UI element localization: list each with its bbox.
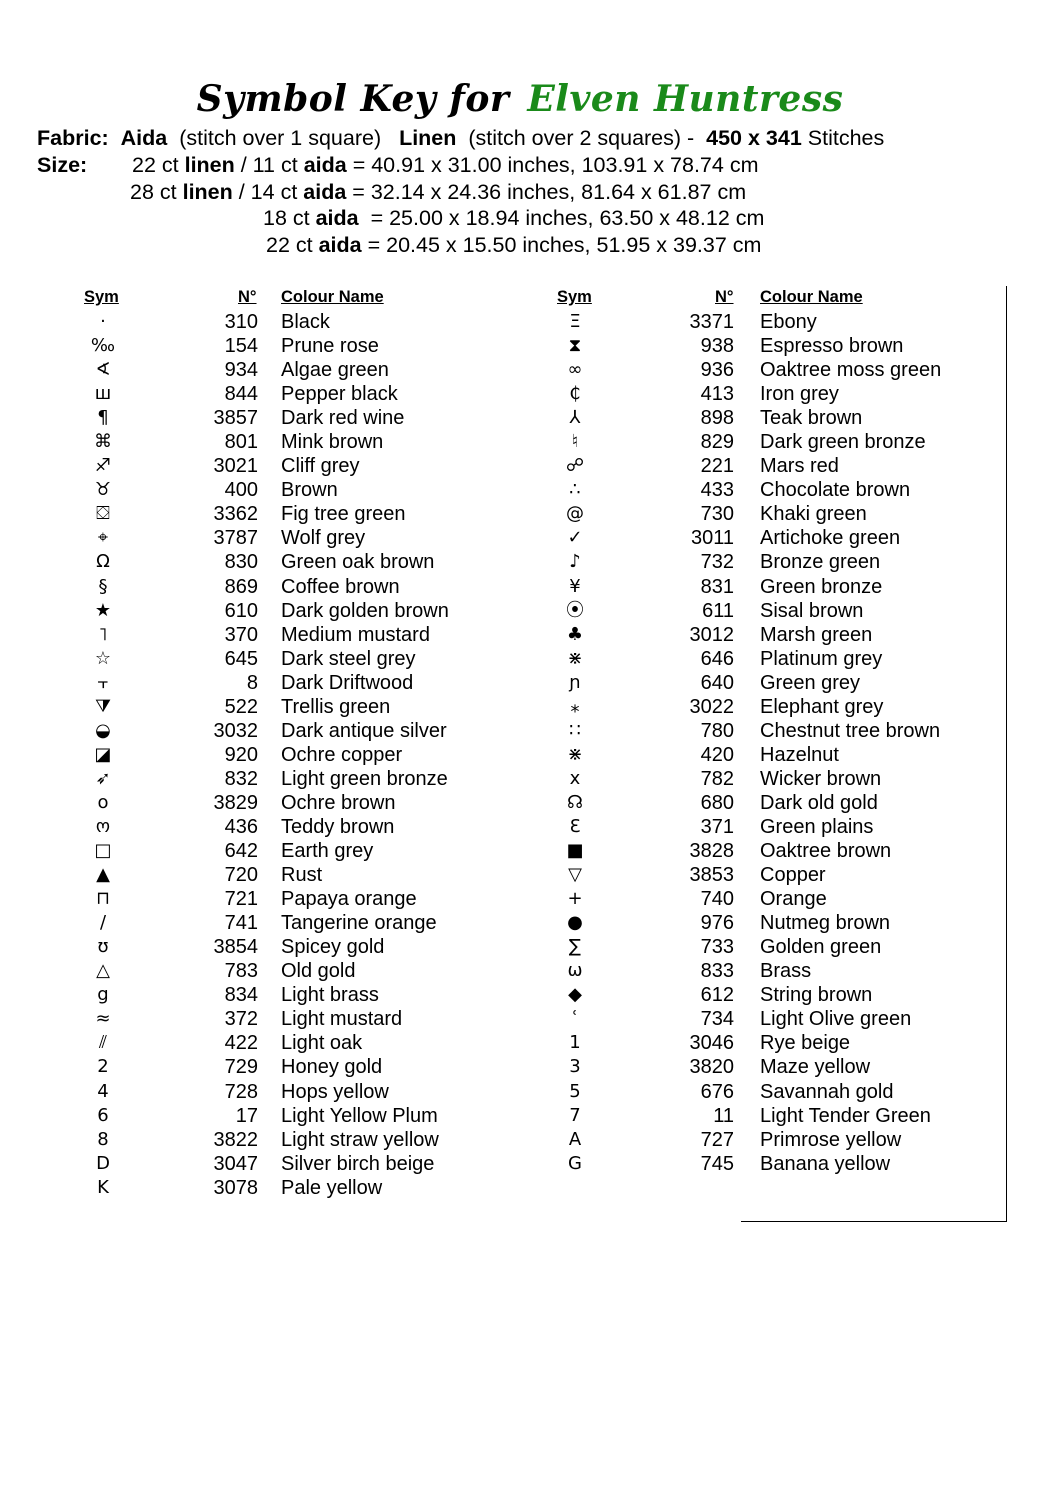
floss-number: 640 xyxy=(700,671,734,694)
colour-name: Khaki green xyxy=(760,503,867,526)
symbol: Ω xyxy=(96,551,110,573)
colour-name: Green bronze xyxy=(760,575,883,598)
symbol: ⁎ xyxy=(570,695,580,717)
floss-number: 3829 xyxy=(213,791,258,814)
fabric-line xyxy=(37,126,884,151)
size-bold-1: aida xyxy=(318,233,362,257)
symbol: ♮ xyxy=(571,431,579,453)
symbol: x xyxy=(569,767,581,789)
fabric-label: Fabric: xyxy=(37,126,109,150)
size-post: = 25.00 x 18.94 inches, 63.50 x 48.12 cm xyxy=(358,206,765,230)
size-pre: 18 ct xyxy=(263,206,316,230)
floss-number: 646 xyxy=(700,647,734,670)
symbol: ш xyxy=(94,383,112,405)
size-pre: 22 ct xyxy=(266,233,319,257)
colour-name: String brown xyxy=(760,984,873,1007)
floss-number: 733 xyxy=(700,936,734,959)
colour-name: Ochre brown xyxy=(281,791,396,814)
symbol: ♣ xyxy=(566,623,584,645)
floss-number: 741 xyxy=(224,912,258,935)
symbol: ☊ xyxy=(567,791,583,813)
colour-name: Honey gold xyxy=(281,1056,383,1079)
size-line xyxy=(266,233,761,258)
floss-number: 413 xyxy=(700,383,734,406)
symbol: K xyxy=(97,1176,109,1198)
symbol: 4 xyxy=(97,1080,109,1102)
symbol: D xyxy=(96,1152,110,1174)
floss-number: 371 xyxy=(700,815,734,838)
symbol: ⧩ xyxy=(94,695,112,717)
floss-number: 834 xyxy=(224,984,258,1007)
colour-name: Light straw yellow xyxy=(281,1128,439,1151)
floss-number: 3820 xyxy=(689,1056,734,1079)
symbol: △ xyxy=(96,960,110,982)
colour-name: Savannah gold xyxy=(760,1080,894,1103)
symbol: 2 xyxy=(97,1056,109,1078)
floss-number: 11 xyxy=(713,1104,734,1127)
colour-name: Dark red wine xyxy=(281,407,405,430)
floss-number: 221 xyxy=(700,455,734,478)
floss-number: 920 xyxy=(224,743,258,766)
floss-number: 522 xyxy=(224,695,258,718)
symbol: ♐ xyxy=(94,455,112,477)
fabric-aida-note: (stitch over 1 square) xyxy=(179,126,382,150)
design-name: Elven Huntress xyxy=(527,78,844,120)
floss-number: 721 xyxy=(224,888,258,911)
symbol: ⫟ xyxy=(97,671,109,693)
symbol: ∑ xyxy=(568,936,582,958)
stitch-count: 450 x 341 xyxy=(706,126,802,150)
symbol: / xyxy=(99,912,107,934)
symbol: ⅄ xyxy=(569,407,581,429)
colour-name: Light oak xyxy=(281,1032,363,1055)
floss-number: 3012 xyxy=(689,623,734,646)
floss-number: 934 xyxy=(224,359,258,382)
floss-number: 831 xyxy=(700,575,734,598)
symbol: ◒ xyxy=(95,719,111,741)
colour-name: Hops yellow xyxy=(281,1080,389,1103)
colour-name: Copper xyxy=(760,864,826,887)
colour-name: Hazelnut xyxy=(760,743,839,766)
colour-name: Dark Driftwood xyxy=(281,671,414,694)
floss-number: 612 xyxy=(700,984,734,1007)
floss-number: 3371 xyxy=(689,311,734,333)
colour-name: Ochre copper xyxy=(281,743,403,766)
symbol: ʊ xyxy=(97,936,109,958)
fabric-linen: Linen xyxy=(399,126,457,150)
floss-number: 420 xyxy=(700,743,734,766)
colour-name: Maze yellow xyxy=(760,1056,871,1079)
symbol: ∷ xyxy=(569,719,581,741)
colour-name: Chestnut tree brown xyxy=(760,719,941,742)
floss-number: 720 xyxy=(224,864,258,887)
size-post: = 32.14 x 24.36 inches, 81.64 x 61.87 cm xyxy=(346,180,747,204)
floss-number: 833 xyxy=(700,960,734,983)
symbol: ◪ xyxy=(94,743,112,765)
fabric-linen-note: (stitch over 2 squares) - xyxy=(468,126,695,150)
colour-name: Fig tree green xyxy=(281,503,406,526)
floss-number: 3047 xyxy=(213,1152,258,1175)
floss-number: 17 xyxy=(235,1104,258,1127)
colour-name: Pale yellow xyxy=(281,1176,383,1199)
symbol: ➶ xyxy=(95,767,111,789)
symbol: ¶ xyxy=(97,407,109,429)
symbol: ▲ xyxy=(96,864,110,886)
stitches-word: Stitches xyxy=(807,126,885,150)
colour-name: Light mustard xyxy=(281,1008,403,1031)
floss-number: 732 xyxy=(700,551,734,574)
symbol: ɲ xyxy=(569,671,581,693)
floss-number: 734 xyxy=(700,1008,734,1031)
symbol: ∢ xyxy=(95,359,111,381)
floss-number: 3022 xyxy=(689,695,734,718)
floss-number: 976 xyxy=(700,912,734,935)
symbol: 7 xyxy=(569,1104,581,1126)
symbol: · xyxy=(100,311,106,332)
symbol: ∞ xyxy=(567,359,583,381)
colour-name: Dark old gold xyxy=(760,791,878,814)
size-mid: / 14 ct xyxy=(232,180,304,204)
symbol: ‰ xyxy=(90,335,116,357)
symbol: ω xyxy=(567,960,583,982)
symbol: ▽ xyxy=(568,864,582,886)
colour-name: Light Yellow Plum xyxy=(281,1104,438,1127)
symbol: Ξ xyxy=(569,311,581,332)
colour-name: Teddy brown xyxy=(281,815,395,838)
colour-name: Golden green xyxy=(760,936,882,959)
floss-number: 154 xyxy=(224,335,258,358)
colour-name: Tangerine orange xyxy=(281,912,437,935)
floss-number: 782 xyxy=(700,767,734,790)
floss-number: 3787 xyxy=(213,527,258,550)
colour-name: Mink brown xyxy=(281,431,384,454)
floss-number: 3362 xyxy=(213,503,258,526)
colour-name: Light Tender Green xyxy=(760,1104,931,1127)
floss-number: 745 xyxy=(700,1152,734,1175)
floss-number: 680 xyxy=(700,791,734,814)
colour-name: Elephant grey xyxy=(760,695,884,718)
floss-number: 676 xyxy=(700,1080,734,1103)
colour-name: Banana yellow xyxy=(760,1152,891,1175)
colour-name: Silver birch beige xyxy=(281,1152,435,1175)
size-label: Size: xyxy=(37,153,88,177)
symbol: G xyxy=(568,1152,582,1174)
colour-name: Nutmeg brown xyxy=(760,912,891,935)
colour-name: Brass xyxy=(760,960,812,983)
symbol: ⌖ xyxy=(97,527,109,549)
colour-name: Pepper black xyxy=(281,383,398,406)
floss-number: 898 xyxy=(700,407,734,430)
symbol: □ xyxy=(94,840,112,862)
floss-number: 3011 xyxy=(690,527,734,550)
symbol: ♪ xyxy=(569,551,581,573)
horizontal-rule xyxy=(741,1221,1007,1222)
floss-number: 869 xyxy=(224,575,258,598)
colour-name: Teak brown xyxy=(760,407,863,430)
colour-name: Wicker brown xyxy=(760,767,882,790)
symbol: ⦿ xyxy=(566,599,584,621)
floss-number: 436 xyxy=(224,815,258,838)
colour-name: Coffee brown xyxy=(281,575,400,598)
colour-name: Light green bronze xyxy=(281,767,448,790)
size-line xyxy=(263,206,764,231)
colour-name: Dark golden brown xyxy=(281,599,449,622)
colour-name: Dark green bronze xyxy=(760,431,926,454)
header-num-left: N° xyxy=(238,288,257,306)
colour-name: Medium mustard xyxy=(281,623,430,646)
colour-name: Brown xyxy=(281,479,338,502)
floss-number: 433 xyxy=(700,479,734,502)
floss-number: 729 xyxy=(224,1056,258,1079)
symbol: + xyxy=(567,888,583,910)
floss-number: 610 xyxy=(224,599,258,622)
colour-name: Cliff grey xyxy=(281,455,360,478)
symbol: ო xyxy=(95,815,111,837)
symbol: § xyxy=(98,575,108,597)
floss-number: 3021 xyxy=(213,455,258,478)
floss-number: 3853 xyxy=(689,864,734,887)
colour-name: Rust xyxy=(281,864,323,887)
colour-name: Green oak brown xyxy=(281,551,435,574)
floss-number: 372 xyxy=(224,1008,258,1031)
floss-number: 3032 xyxy=(213,719,258,742)
floss-number: 611 xyxy=(702,599,734,622)
symbol: ∴ xyxy=(569,479,581,501)
colour-name: Light brass xyxy=(281,984,379,1007)
size-bold-2: aida xyxy=(303,180,347,204)
symbol: @ xyxy=(566,503,584,525)
floss-number: 780 xyxy=(700,719,734,742)
floss-number: 829 xyxy=(700,431,734,454)
colour-name: Green grey xyxy=(760,671,861,694)
floss-number: 832 xyxy=(224,767,258,790)
floss-number: 938 xyxy=(700,335,734,358)
colour-name: Earth grey xyxy=(281,840,374,863)
floss-number: 400 xyxy=(224,479,258,502)
colour-name: Espresso brown xyxy=(760,335,904,358)
size-post: = 20.45 x 15.50 inches, 51.95 x 39.37 cm xyxy=(361,233,762,257)
colour-name: Wolf grey xyxy=(281,527,366,550)
symbol: ⫽ xyxy=(98,1032,108,1054)
colour-name: Orange xyxy=(760,888,827,911)
header-sym-right: Sym xyxy=(557,288,592,306)
colour-name: Sisal brown xyxy=(760,599,864,622)
size-bold-1: linen xyxy=(182,180,233,204)
colour-name: Bronze green xyxy=(760,551,881,574)
colour-name: Old gold xyxy=(281,960,356,983)
colour-name: Platinum grey xyxy=(760,647,883,670)
symbol: o xyxy=(97,791,109,813)
header-num-right: N° xyxy=(715,288,734,306)
header-name-right: Colour Name xyxy=(760,288,863,306)
size-pre: 28 ct xyxy=(130,180,183,204)
symbol: 5 xyxy=(569,1080,581,1102)
symbol: 8 xyxy=(97,1128,109,1150)
colour-name: Chocolate brown xyxy=(760,479,911,502)
floss-number: 3828 xyxy=(689,840,734,863)
symbol: ☍ xyxy=(565,455,585,477)
colour-name: Oaktree brown xyxy=(760,840,892,863)
floss-number: 783 xyxy=(224,960,258,983)
floss-number: 8 xyxy=(246,671,258,694)
symbol: ⧗ xyxy=(568,335,582,357)
colour-name: Light Olive green xyxy=(760,1008,912,1031)
floss-number: 422 xyxy=(224,1032,258,1055)
symbol: ⛋ xyxy=(96,503,110,525)
colour-name: Dark antique silver xyxy=(281,719,447,742)
symbol: ■ xyxy=(566,840,584,862)
symbol: g xyxy=(97,984,109,1006)
floss-number: 3857 xyxy=(213,407,258,430)
symbol: ★ xyxy=(94,599,112,621)
floss-number: 740 xyxy=(700,888,734,911)
floss-number: 727 xyxy=(700,1128,734,1151)
colour-name: Ebony xyxy=(760,311,817,333)
colour-name: Papaya orange xyxy=(281,888,417,911)
floss-number: 642 xyxy=(224,840,258,863)
symbol: ʿ xyxy=(572,1008,578,1030)
vertical-rule xyxy=(1006,286,1007,1222)
floss-number: 830 xyxy=(224,551,258,574)
floss-number: 3078 xyxy=(213,1176,258,1199)
floss-number: 370 xyxy=(224,623,258,646)
size-label-wrap xyxy=(37,153,87,178)
size-bold-2: aida xyxy=(303,153,347,177)
size-mid: / 11 ct xyxy=(234,153,304,177)
size-pre: 22 ct xyxy=(132,153,185,177)
symbol: 3 xyxy=(569,1056,581,1078)
floss-number: 844 xyxy=(224,383,258,406)
symbol: ¥ xyxy=(569,575,581,597)
symbol: Ɛ xyxy=(569,815,581,837)
floss-number: 3046 xyxy=(689,1032,734,1055)
floss-number: 801 xyxy=(224,431,258,454)
symbol: ⋇ xyxy=(567,647,583,669)
size-line xyxy=(132,153,758,178)
symbol: 6 xyxy=(97,1104,109,1126)
title-prefix: Symbol Key for xyxy=(196,78,510,120)
page-title xyxy=(0,78,1040,120)
size-bold-1: aida xyxy=(315,206,359,230)
floss-number: 730 xyxy=(700,503,734,526)
size-post: = 40.91 x 31.00 inches, 103.91 x 78.74 cm xyxy=(346,153,759,177)
colour-name: Green plains xyxy=(760,815,874,838)
colour-name: Rye beige xyxy=(760,1032,851,1055)
colour-name: Spicey gold xyxy=(281,936,385,959)
floss-number: 728 xyxy=(224,1080,258,1103)
symbol: ₵ xyxy=(569,383,581,405)
symbol: ⋇ xyxy=(567,743,583,765)
colour-name: Prune rose xyxy=(281,335,379,358)
colour-name: Marsh green xyxy=(760,623,873,646)
header-sym-left: Sym xyxy=(84,288,119,306)
colour-name: Dark steel grey xyxy=(281,647,416,670)
symbol: ☆ xyxy=(94,647,112,669)
floss-number: 936 xyxy=(700,359,734,382)
symbol: ◆ xyxy=(568,984,582,1006)
colour-name: Iron grey xyxy=(760,383,839,406)
header-name-left: Colour Name xyxy=(281,288,384,306)
symbol: 1 xyxy=(569,1032,581,1054)
size-line xyxy=(130,180,746,205)
colour-name: Trellis green xyxy=(281,695,391,718)
floss-number: 645 xyxy=(224,647,258,670)
floss-number: 3822 xyxy=(213,1128,258,1151)
colour-name: Artichoke green xyxy=(760,527,901,550)
size-bold-1: linen xyxy=(184,153,235,177)
floss-number: 310 xyxy=(224,311,258,333)
symbol: ● xyxy=(567,912,583,934)
floss-number: 3854 xyxy=(213,936,258,959)
symbol: ⌘ xyxy=(94,431,112,453)
colour-name: Mars red xyxy=(760,455,839,478)
symbol: ⊓ xyxy=(95,888,111,910)
colour-name: Algae green xyxy=(281,359,389,382)
symbol: ♉ xyxy=(94,479,112,501)
symbol: ≈ xyxy=(95,1008,111,1030)
colour-name: Black xyxy=(281,311,330,333)
symbol: A xyxy=(568,1128,582,1150)
colour-name: Primrose yellow xyxy=(760,1128,902,1151)
symbol: ˥ xyxy=(98,623,108,645)
fabric-aida: Aida xyxy=(120,126,168,150)
symbol: ✓ xyxy=(567,527,583,549)
colour-name: Oaktree moss green xyxy=(760,359,942,382)
